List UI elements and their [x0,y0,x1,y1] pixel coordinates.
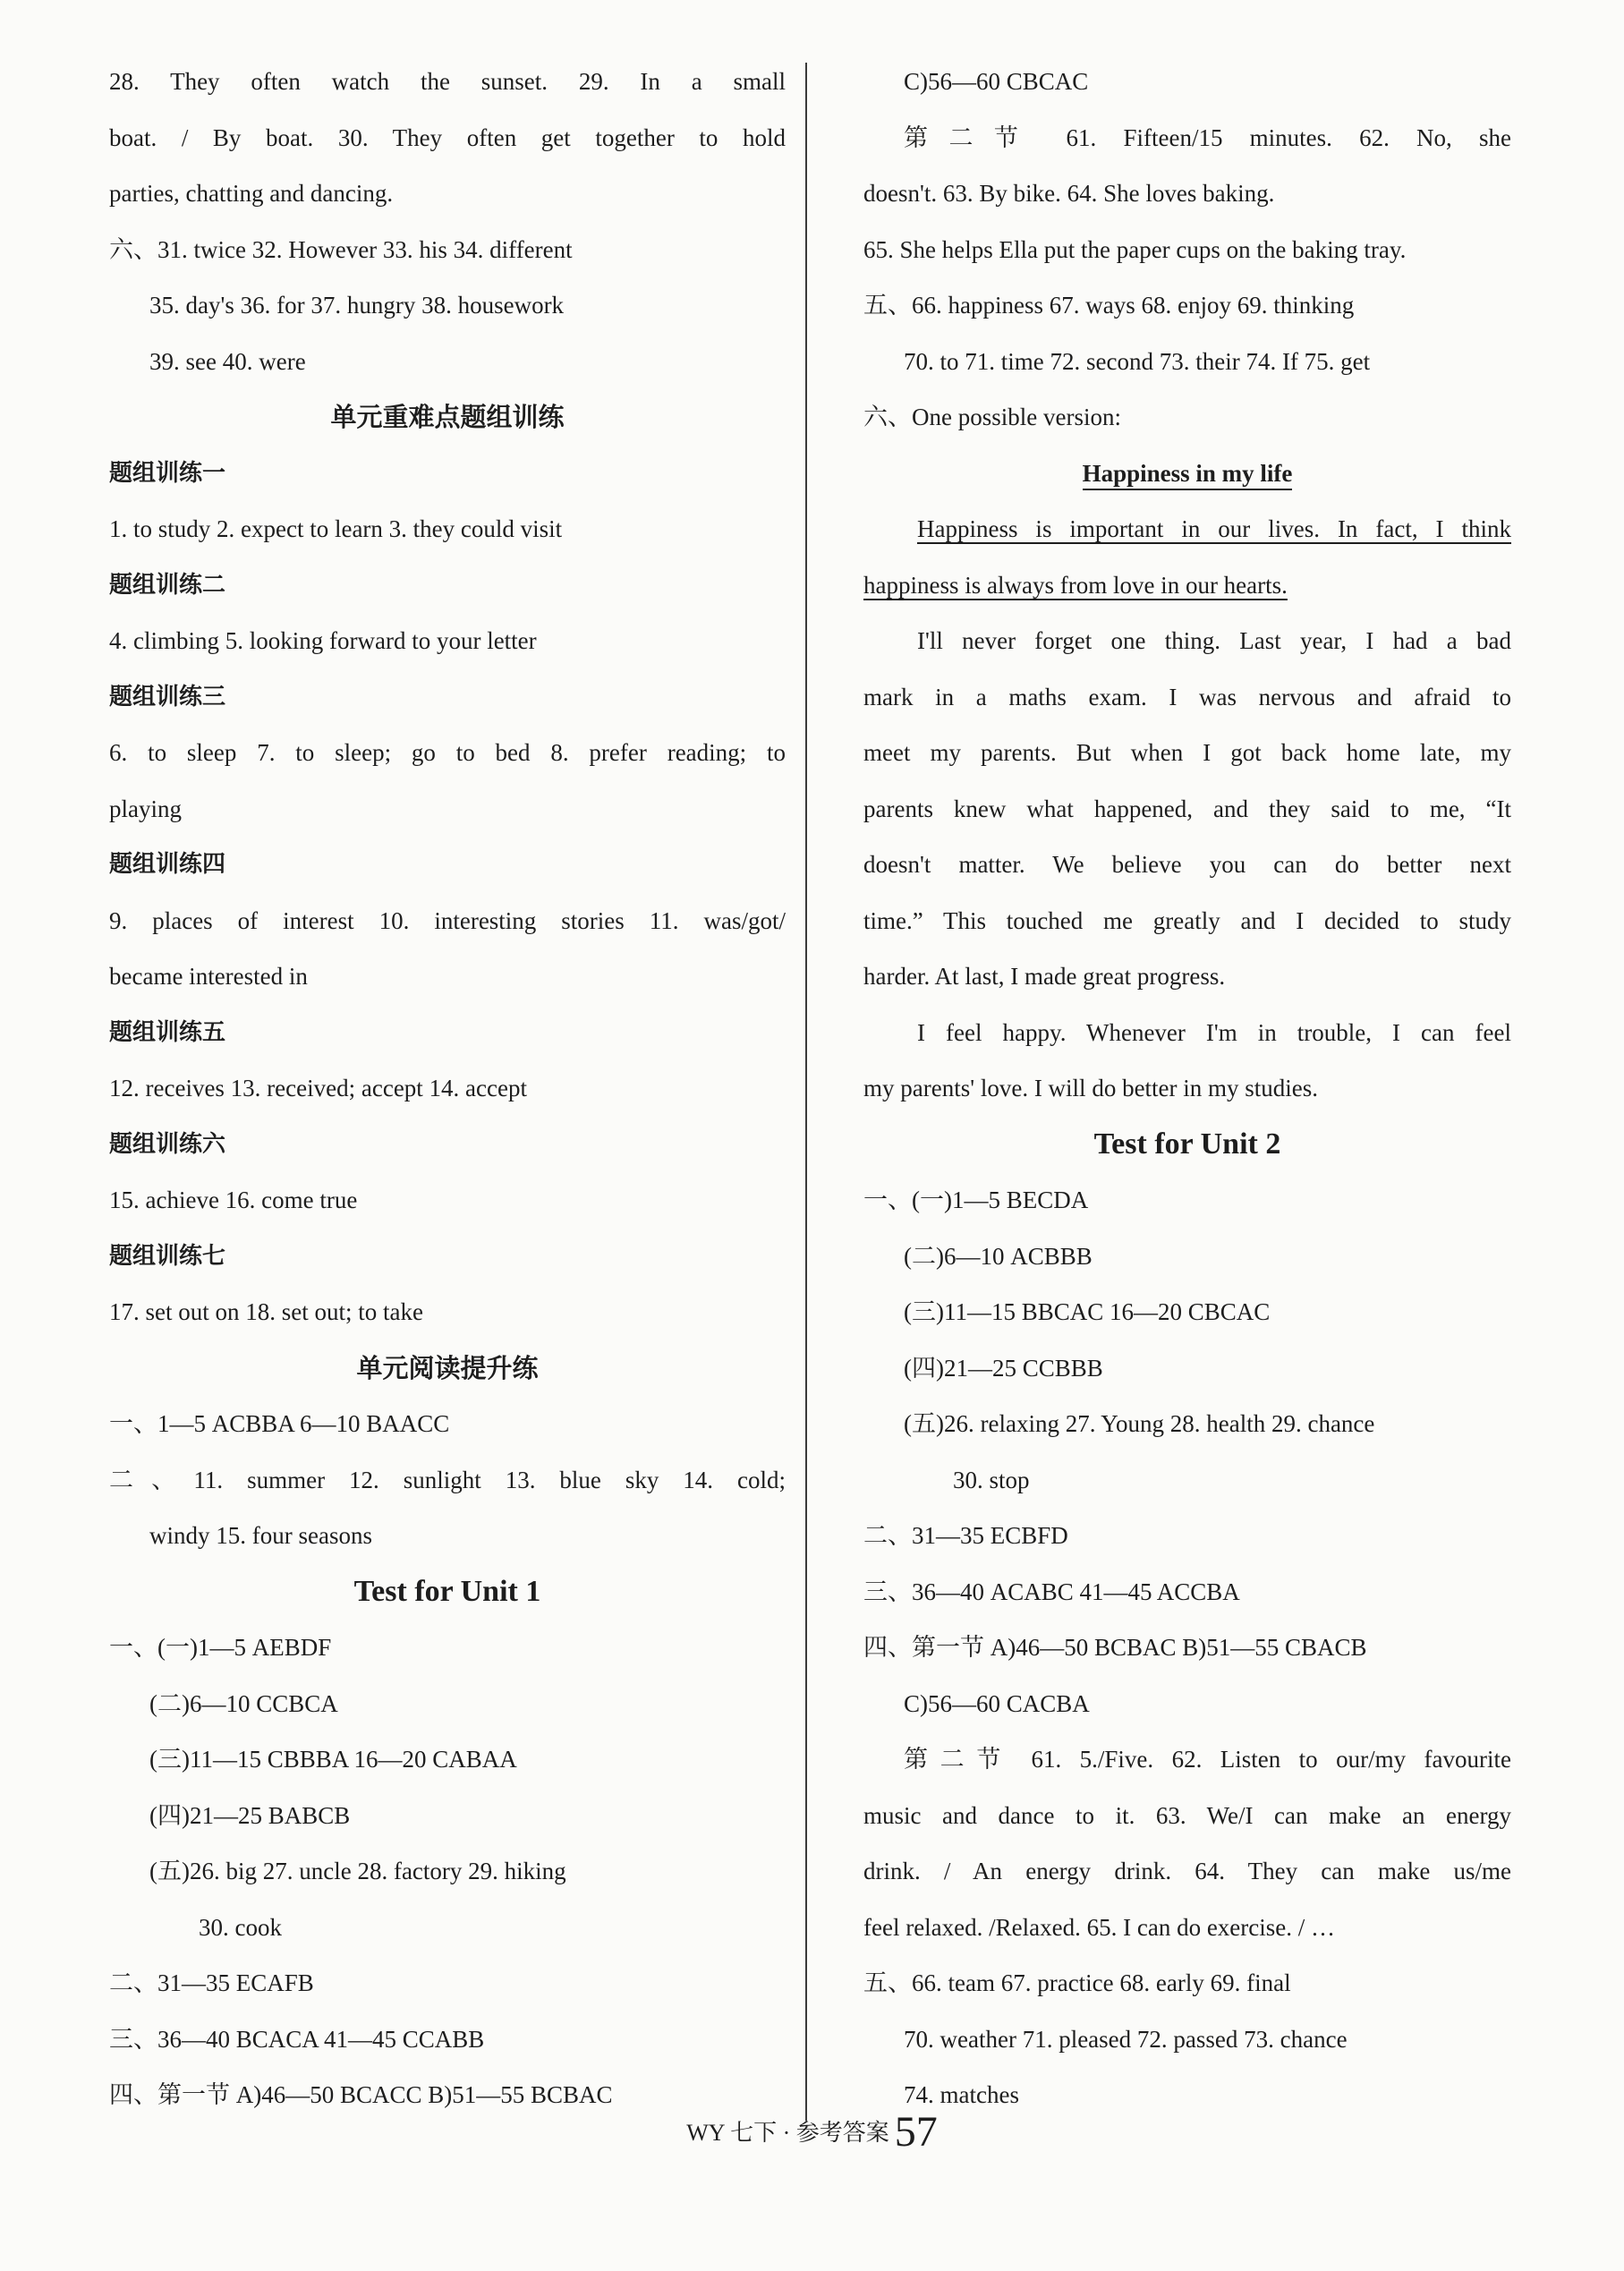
section-heading: 单元重难点题组训练 [330,402,565,432]
answer-line: 六、31. twice 32. However 33. his 34. different [109,235,573,263]
group-title: 题组训练五 [109,1018,226,1046]
answer-line: (五)26. relaxing 27. Young 28. health 29. chance [904,1410,1375,1437]
answer-line: 五、66. team 67. practice 68. early 69. final [863,1969,1291,1996]
page-number: 57 [894,2108,938,2156]
essay-line: time.” This touched me greatly and I decided to study [863,906,1511,934]
answer-line: 39. see 40. were [149,347,306,375]
answer-line: 一、(一)1—5 BECDA [863,1187,1089,1213]
answer-line: 70. to 71. time 72. second 73. their 74. If 75. get [904,347,1371,375]
answer-line: 4. climbing 5. looking forward to your letter [109,627,537,654]
answer-line: 一、1—5 ACBBA 6—10 BAACC [109,1410,450,1437]
essay-line: meet my parents. But when I got back home late, my [863,739,1511,766]
answer-line: 35. day's 36. for 37. hungry 38. housework [149,292,565,319]
answer-line: 17. set out on 18. set out; to take [109,1298,423,1325]
answer-line: (四)21—25 CCBBB [904,1354,1103,1382]
answer-line: C)56—60 CACBA [904,1689,1090,1717]
answer-line: 一、(一)1—5 AEBDF [109,1634,332,1661]
answer-line: (四)21—25 BABCB [149,1801,351,1829]
essay-line: I feel happy. Whenever I'm in trouble, I can feel [917,1018,1511,1046]
answer-line: 五、66. happiness 67. ways 68. enjoy 69. thinking [863,292,1355,319]
answer-line: 70. weather 71. pleased 72. passed 73. chance [904,2025,1348,2053]
answer-line: 二、31—35 ECBFD [863,1522,1068,1549]
right-column [863,54,1511,2123]
answer-line: 三、36—40 ACABC 41—45 ACCBA [863,1578,1240,1605]
answer-line: 二、31—35 ECAFB [109,1969,314,1996]
answer-line: 30. cook [199,1913,282,1941]
answer-line: drink. / An energy drink. 64. They can make us/me [863,1858,1511,1884]
answer-line: 65. She helps Ella put the paper cups on the baking tray. [863,235,1407,263]
answer-line: 74. matches [904,2081,1019,2108]
answer-line: (三)11—15 CBBBA 16—20 CABAA [149,1746,517,1773]
answer-line: (五)26. big 27. uncle 28. factory 29. hiking [149,1858,566,1884]
answer-line: 四、第一节 A)46—50 BCACC B)51—55 BCBAC [109,2081,613,2108]
left-column [109,54,786,2123]
answer-line: 12. receives 13. received; accept 14. accept [109,1075,527,1101]
answer-line: 三、36—40 BCACA 41—45 CCABB [109,2025,485,2053]
answer-line: windy 15. four seasons [149,1522,372,1549]
answer-line: 二、11. summer 12. sunlight 13. blue sky 14. cold; [109,1466,786,1493]
group-title: 题组训练四 [109,851,226,878]
answer-line: (二)6—10 ACBBB [904,1242,1093,1270]
essay-line: happiness is always from love in our hearts. [863,571,1288,599]
answer-line: doesn't. 63. By bike. 64. She loves baking. [863,180,1275,207]
answer-line: 30. stop [953,1466,1030,1493]
essay-title [863,446,1511,502]
answer-line: 第二节 61. 5./Five. 62. Listen to our/my favourite [904,1746,1511,1773]
answer-line: parties, chatting and dancing. [109,180,394,207]
answer-line: 9. places of interest 10. interesting stories 11. was/got/ [109,906,786,934]
answer-line: 28. They often watch the sunset. 29. In a small [109,68,786,95]
section-heading: 单元阅读提升练 [356,1352,539,1383]
answer-line: (二)6—10 CCBCA [149,1689,338,1717]
answer-line: became interested in [109,963,308,990]
group-title: 题组训练二 [109,571,226,599]
answer-line: C)56—60 CBCAC [904,68,1089,95]
group-title: 题组训练三 [109,683,226,710]
essay-line: parents knew what happened, and they said to me, “It [863,795,1511,822]
group-title: 题组训练六 [109,1130,226,1158]
essay-line: mark in a maths exam. I was nervous and afraid to [863,683,1511,710]
answer-line: boat. / By boat. 30. They often get together to hold [109,123,786,151]
answer-line: 15. achieve 16. come true [109,1187,358,1213]
essay-line: harder. At last, I made great progress. [863,963,1226,990]
answer-line: 四、第一节 A)46—50 BCBAC B)51—55 CBACB [863,1634,1367,1661]
answer-line: playing [109,795,182,822]
essay-line: my parents' love. I will do better in my studies. [863,1075,1319,1101]
answer-line: music and dance to it. 63. We/I can make an energy [863,1801,1511,1829]
answer-line: feel relaxed. /Relaxed. 65. I can do exercise. / … [863,1913,1336,1941]
test-title: Test for Unit 1 [353,1574,541,1608]
essay-line: Happiness is important in our lives. In fact, I think [917,515,1511,542]
essay-title-text: Happiness in my life [1083,460,1293,490]
essay-line: doesn't matter. We believe you can do better next [863,851,1511,878]
test-title: Test for Unit 2 [1093,1127,1281,1161]
answer-line: 第二节 61. Fifteen/15 minutes. 62. No, she [904,123,1511,151]
answer-line: 6. to sleep 7. to sleep; go to bed 8. prefer reading; to [109,739,786,766]
answer-line: 六、One possible version: [863,404,1121,430]
footer-label: WY 七下 · 参考答案 [686,2120,889,2146]
group-title: 题组训练七 [109,1242,226,1270]
answer-line: 1. to study 2. expect to learn 3. they could visit [109,515,563,542]
column-divider [805,63,807,2121]
essay-line: I'll never forget one thing. Last year, I had a bad [917,627,1511,654]
group-title: 题组训练一 [109,459,226,487]
page-footer [0,2107,1624,2156]
answer-line: (三)11—15 BBCAC 16—20 CBCAC [904,1298,1271,1325]
